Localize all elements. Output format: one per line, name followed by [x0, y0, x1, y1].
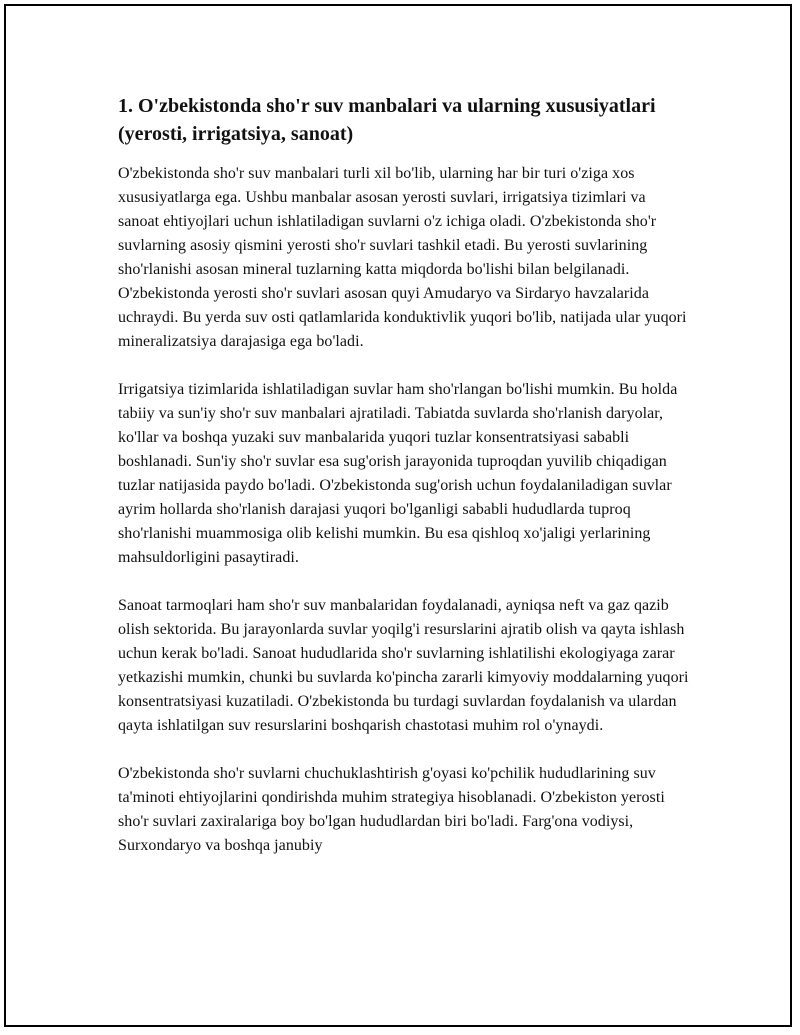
paragraph-irrigation: Irrigatsiya tizimlarida ishlatiladigan suvlar ham sho'rlangan bo'lishi mumkin. Bu holda tabiiy va sun'iy sho'r suv manbalari ajratiladi. Tabiatda suvlarda sho'rlanish daryolar, ko'llar va boshqa yuzaki suv manbalarida yuqori tuzlar konsentratsiyasi sababli boshlanadi. Sun'iy sho'r suvlar esa sug'orish jarayonida tuproqdan yuvilib chiqadigan tuzlar natijasida paydo bo'ladi. O'zbekistonda sug'orish uchun foydalaniladigan suvlar ayrim hollarda sho'rlanish darajasi yuqori bo'lganligi sababli hududlarda tuproq sho'rlanishi muammosiga olib kelishi mumkin. Bu esa qishloq xo'jaligi yerlarining mahsuldorligini pasaytiradi.: [118, 381, 678, 566]
document-body: [118, 92, 690, 882]
paragraph-desalination: O'zbekistonda sho'r suvlarni chuchuklashtirish g'oyasi ko'pchilik hududlarining suv ta'minoti ehtiyojlarini qondirishda muhim strategiya hisoblanadi. O'zbekiston yerosti sho'r suvlari zaxiralariga boy bo'lgan hududlardan biri bo'ladi. Farg'ona vodiysi, Surxondaryo va boshqa janubiy: [118, 765, 665, 854]
document-title: 1. O'zbekistonda sho'r suv manbalari va ularning xususiyatlari (yerosti, irrigatsiya, sanoat): [118, 95, 656, 145]
paragraph-industry: Sanoat tarmoqlari ham sho'r suv manbalaridan foydalanadi, ayniqsa neft va gaz qazib olish sektorida. Bu jarayonlarda suvlar yoqilg'i resurslarini ajratib olish va qayta ishlash uchun kerak bo'ladi. Sanoat hududlarida sho'r suvlarning ishlatilishi ekologiyaga zarar yetkazishi mumkin, chunki bu suvlarda ko'pincha zararli kimyoviy moddalarning yuqori konsentratsiyasi kuzatiladi. O'zbekistonda bu turdagi suvlardan foydalanish va ulardan qayta ishlatilgan suv resurslarini boshqarish chastotasi muhim rol o'ynaydi.: [118, 597, 689, 734]
paragraph-groundwater: O'zbekistonda sho'r suv manbalari turli xil bo'lib, ularning har bir turi o'ziga xos xususiyatlarga ega. Ushbu manbalar asosan yerosti suvlari, irrigatsiya tizimlari va sanoat ehtiyojlari uchun ishlatiladigan suvlarni o'z ichiga oladi. O'zbekistonda sho'r suvlarning asosiy qismini yerosti sho'r suvlari tashkil etadi. Bu yerosti suvlarining sho'rlanishi asosan mineral tuzlarning katta miqdorda bo'lishi bilan belgilanadi. O'zbekistonda yerosti sho'r suvlari asosan quyi Amudaryo va Sirdaryo havzalarida uchraydi. Bu yerda suv osti qatlamlarida konduktivlik yuqori bo'lib, natijada ular yuqori mineralizatsiya darajasiga ega bo'ladi.: [118, 165, 687, 350]
